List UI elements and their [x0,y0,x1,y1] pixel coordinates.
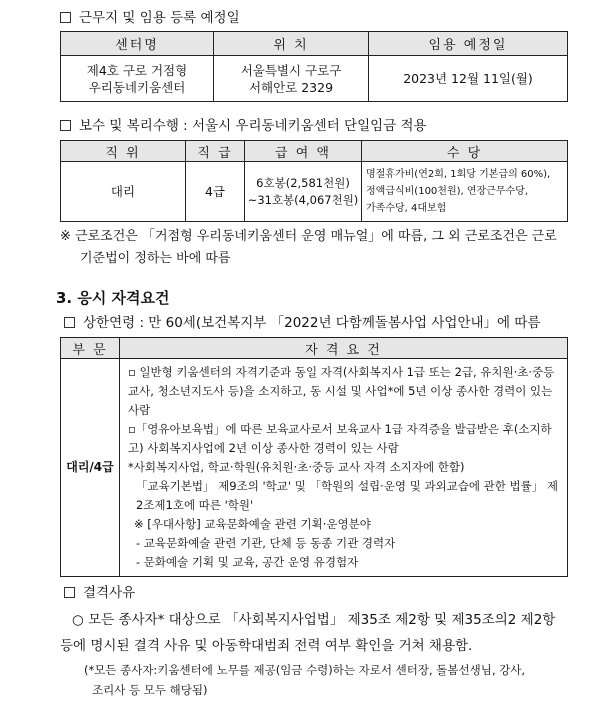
workplace-table [60,31,568,102]
disqualification-text: ○ 모든 종사자* 대상으로 「사회복지사업법」 제35조 제2항 및 제35조의2 제2항 등에 명시된 결격 사유 및 아동학대범죄 전력 여부 확인을 거쳐 채용함. [60,612,556,654]
requirement-item: *사회복지사업, 학교·학원(유치원·초·중등 교사 자격 소지자에 한함) [128,460,465,474]
cell-position: 대리 [61,162,186,222]
header-category: 부 문 [61,338,120,359]
checkbox-square-icon [64,587,75,598]
working-conditions-note: ※ 근로조건은 「거점형 우리동네키움센터 운영 매뉴얼」에 따름, 그 외 근로조건은 근로 기준법이 정하는 바에 따름 [60,229,557,266]
cell-requirements [120,359,568,577]
salary-table [60,140,568,222]
qualification-table [60,337,568,577]
requirement-item: ▫「영유아보육법」에 따른 보육교사로서 보육교사 1급 자격증을 발급받은 후(소지하고) 사회복지사업에 2년 이상 종사한 경력이 있는 사람 [128,422,552,455]
section-heading-salary: 보수 및 복리수행 : 서울시 우리동네키움센터 단일임금 적용 [60,114,427,134]
requirement-item: - 문화예술 기획 및 교육, 공간 운영 유경험자 [136,555,359,569]
header-date: 임용 예정일 [369,32,568,56]
cell-category: 대리/4급 [61,359,120,577]
checkbox-square-icon [64,317,75,328]
cell-center: 제4호 구로 거점형 우리동네키움센터 [61,56,214,102]
section-heading-disqualification: 결격사유 [64,581,135,601]
cell-location: 서울특별시 구로구 서해안로 2329 [214,56,369,102]
header-grade: 직 급 [186,141,245,162]
header-location: 위 치 [214,32,369,56]
header-center: 센터명 [61,32,214,56]
checkbox-square-icon [60,120,71,131]
disqualification-footnote: (*모든 종사자:키움센터에 노무를 제공(임금 수령)하는 자로서 센터장, 돌봄선생님, 강사, 조리사 등 모두 해당됨) [84,663,525,697]
requirement-item: 「교육기본법」 제9조의 '학교' 및 「학원의 설립·운영 및 과외교습에 관한 법률」 제2조제1호에 따른 '학원' [136,479,559,512]
section-heading-workplace: 근무지 및 임용 등록 예정일 [60,6,240,26]
cell-date: 2023년 12월 11일(월) [369,56,568,102]
requirement-item: - 교육문화예술 관련 기관, 단체 등 동종 기관 경력자 [136,536,396,550]
section-title-qualifications: 3. 응시 자격요건 [56,289,170,307]
header-requirements: 자 격 요 건 [120,338,568,359]
age-limit: 상한연령 : 만 60세(보건복지부 「2022년 다함께돌봄사업 사업안내」에 따름 [64,311,540,331]
requirement-item: ※ [우대사항] 교육문화예술 관련 기획·운영분야 [134,517,371,531]
header-salary: 급 여 액 [245,141,362,162]
requirement-item: ▫ 일반형 키움센터의 자격기준과 동일 자격(사회복지사 1급 또는 2급, 유치원·초·중등교사, 청소년지도사 등)을 소지하고, 동 시설 및 사업*에 5년 이상 종사한 경력이 있는 사람 [128,365,555,417]
cell-salary: 6호봉(2,581천원) ~31호봉(4,067천원) [245,162,362,222]
checkbox-square-icon [60,12,71,23]
header-allowance: 수 당 [362,141,568,162]
cell-allowance: 명절휴가비(연2회, 1회당 기본급의 60%), 정액급식비(100천원), 연장근무수당, 가족수당, 4대보험 [362,162,568,222]
header-position: 직 위 [61,141,186,162]
cell-grade: 4급 [186,162,245,222]
